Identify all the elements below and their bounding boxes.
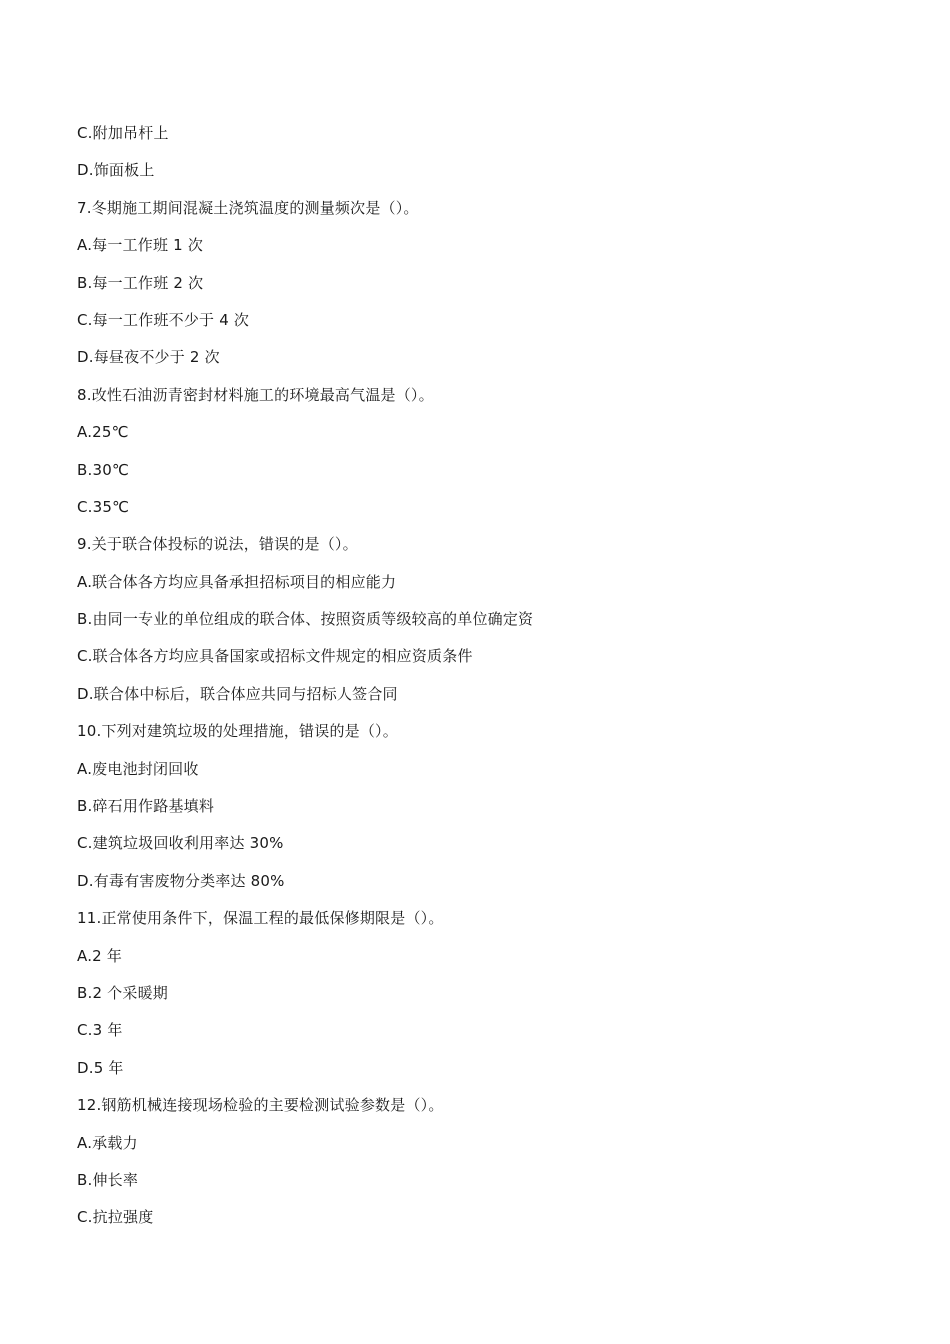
question-line: 7.冬期施工期间混凝土浇筑温度的测量频次是（）。 [77, 198, 419, 217]
option-line: A.每一工作班 1 次 [77, 236, 204, 255]
option-line: C.每一工作班不少于 4 次 [77, 310, 250, 329]
option-line: D.饰面板上 [77, 161, 155, 180]
option-line: B.每一工作班 2 次 [77, 273, 204, 292]
question-line: 8.改性石油沥青密封材料施工的环境最高气温是（）。 [77, 385, 434, 404]
option-line: A.2 年 [77, 946, 123, 965]
option-line: C.抗拉强度 [77, 1208, 154, 1227]
question-line: 11.正常使用条件下，保温工程的最低保修期限是（）。 [77, 909, 444, 928]
option-line: B.碎石用作路基填料 [77, 797, 215, 816]
option-line: A.25℃ [77, 423, 129, 442]
question-line: 9.关于联合体投标的说法，错误的是（）。 [77, 535, 358, 554]
option-line: B.伸长率 [77, 1170, 139, 1189]
option-line: A.承载力 [77, 1133, 138, 1152]
option-line: C.建筑垃圾回收利用率达 30% [77, 834, 284, 853]
option-line: C.附加吊杆上 [77, 124, 169, 142]
option-line: D.每昼夜不少于 2 次 [77, 348, 220, 367]
option-line: A.联合体各方均应具备承担招标项目的相应能力 [77, 572, 397, 591]
option-line: B.30℃ [77, 460, 129, 479]
option-line: B.由同一专业的单位组成的联合体、按照资质等级较高的单位确定资 [77, 610, 534, 629]
option-line: B.2 个采暖期 [77, 983, 168, 1002]
question-line: 12.钢筋机械连接现场检验的主要检测试验参数是（）。 [77, 1096, 444, 1115]
option-line: C.35℃ [77, 497, 130, 516]
option-line: D.5 年 [77, 1058, 124, 1077]
question-text-block [77, 120, 897, 1242]
option-line: D.有毒有害废物分类率达 80% [77, 871, 285, 890]
option-line: C.3 年 [77, 1021, 123, 1040]
option-line: D.联合体中标后，联合体应共同与招标人签合同 [77, 684, 398, 703]
question-line: 10.下列对建筑垃圾的处理措施，错误的是（）。 [77, 722, 398, 741]
option-line: A.废电池封闭回收 [77, 759, 199, 778]
option-line: C.联合体各方均应具备国家或招标文件规定的相应资质条件 [77, 647, 473, 666]
